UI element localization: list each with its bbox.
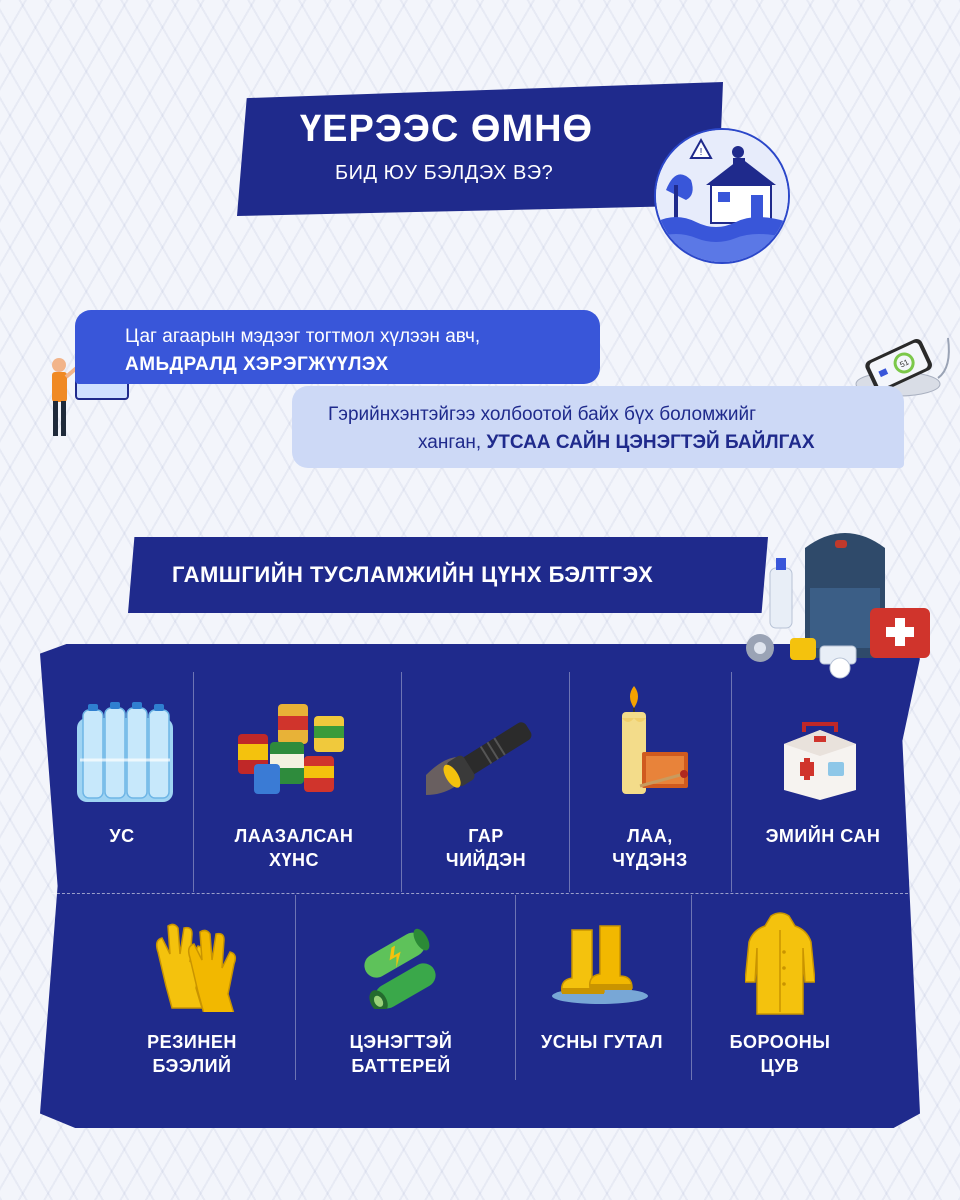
column-divider: [691, 895, 692, 1080]
rain-boots-icon: [548, 922, 652, 1011]
column-divider: [401, 672, 402, 892]
column-divider: [193, 672, 194, 892]
tip-phone-line2: [418, 432, 815, 454]
battery-icon: [356, 925, 440, 1014]
tip-weather-bold: АМЬДРАЛД ХЭРЭГЖҮҮЛЭХ: [125, 354, 389, 375]
column-divider: [731, 672, 732, 892]
tip-phone: [292, 386, 904, 468]
emergency-backpack-icon: [740, 528, 940, 693]
tip-phone-prefix: ханган,: [418, 432, 482, 453]
canned-food-icon: [234, 700, 352, 801]
phone-charge-label: 51: [898, 357, 911, 370]
page-title: ҮЕРЭЭС ӨМНӨ: [300, 108, 594, 150]
first-aid-kit-icon: [780, 718, 860, 807]
flashlight-icon: [426, 705, 542, 806]
item-label-candle-matches: ЛАА, ЧҮДЭНЗ: [612, 826, 688, 870]
tip-phone-text: Гэрийнхэнтэйгээ холбоотой байх бүх боломжийг: [328, 404, 757, 425]
page-subtitle: БИД ЮУ БЭЛДЭХ ВЭ?: [335, 162, 554, 184]
item-label-battery: ЦЭНЭГТЭЙ БАТТЕРЕЙ: [349, 1032, 453, 1076]
item-label-rubber-gloves: РЕЗИНЕН БЭЭЛИЙ: [147, 1032, 237, 1076]
raincoat-icon: [745, 912, 815, 1021]
tip-weather-text: Цаг агаарын мэдээг тогтмол хүлээн авч,: [125, 326, 481, 347]
kit-title: ГАМШГИЙН ТУСЛАМЖИЙН ЦҮНХ БЭЛТГЭХ: [172, 562, 654, 587]
item-label-flashlight: ГАР ЧИЙДЭН: [445, 826, 527, 870]
svg-text:!: !: [699, 147, 703, 158]
row-divider: [52, 893, 908, 894]
column-divider: [295, 895, 296, 1080]
water-bottles-icon: [75, 700, 175, 810]
rubber-gloves-icon: [150, 922, 238, 1017]
item-label-water: УС: [109, 826, 135, 846]
candle-matches-icon: [604, 682, 708, 807]
item-label-canned-food: ЛААЗАЛСАН ХҮНС: [234, 826, 354, 870]
item-label-first-aid: ЭМИЙН САН: [765, 826, 881, 846]
column-divider: [515, 895, 516, 1080]
tip-phone-bold: УТСАА САЙН ЦЭНЭГТЭЙ БАЙЛГАХ: [486, 432, 815, 453]
item-label-rain-boots: УСНЫ ГУТАЛ: [541, 1032, 663, 1052]
flooded-house-icon: [654, 128, 790, 264]
tip-weather: [75, 310, 600, 384]
item-label-raincoat: БОРООНЫ ЦУВ: [729, 1032, 831, 1076]
column-divider: [569, 672, 570, 892]
